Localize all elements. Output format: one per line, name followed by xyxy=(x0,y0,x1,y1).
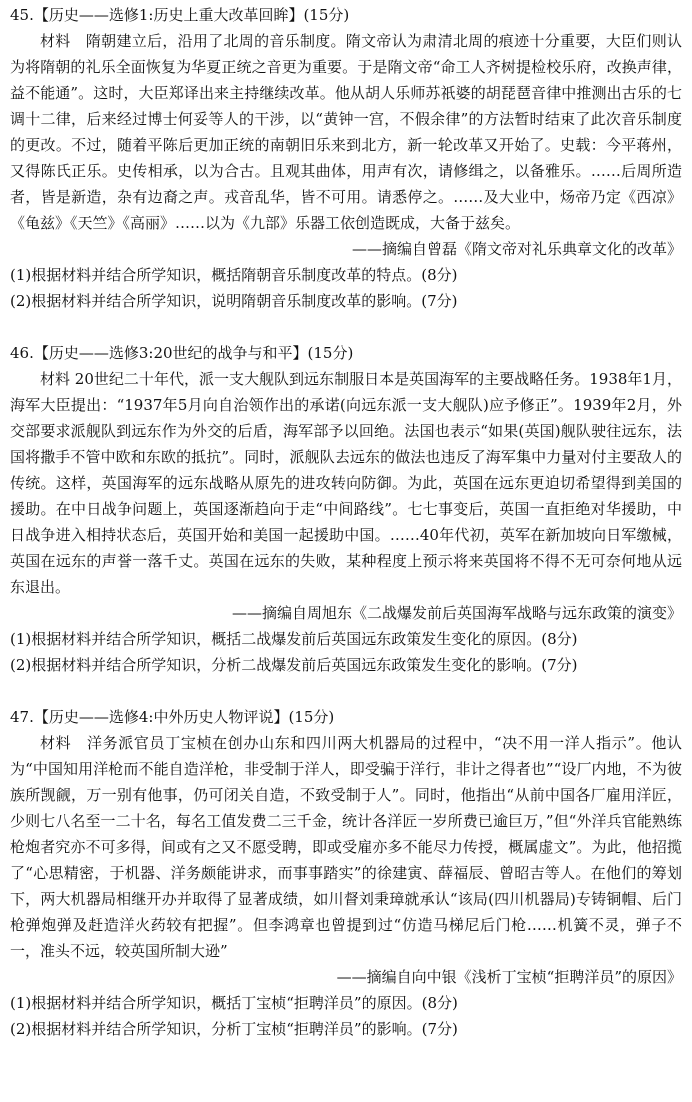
question-spacer xyxy=(10,314,682,340)
sub-question-1: (1)根据材料并结合所学知识，概括隋朝音乐制度改革的特点。(8分) xyxy=(10,266,458,284)
material-text: 材料 20世纪二十年代，派一支大舰队到远东制服日本是英国海军的主要战略任务。1938年1月，海军大臣提出：“1937年5月向自治领作出的承诺(向远东派一支大舰队)应予修正”。1939年2月，外交部要求派舰队到远东作为外交的后盾，海军部予以回绝。法国也表示“如果(英国)舰队驶往远东，法国将撒手不管中欧和东欧的抵抗”。同时，派舰队去远东的做法也违反了海军集中力量对付主要敌人的传统。这样，英国海军的远东战略从原先的进攻转向防御。为此，英国在远东更迫切希望得到美国的援助。在中日战争问题上，英国逐渐趋向于走“中间路线”。七七事变后，英国一直拒绝对华援助，中日战争进入相持状态后，英国开始和美国一起援助中国。……40年代初，英军在新加坡向日军缴械，英国在远东的声誉一落千丈。英国在远东的失败，某种程度上预示将来英国将不得不无可奈何地从远东退出。 xyxy=(10,370,682,596)
question-47 xyxy=(10,704,682,1042)
question-45 xyxy=(10,2,682,314)
sub-question-2: (2)根据材料并结合所学知识，说明隋朝音乐制度改革的影响。(7分) xyxy=(10,292,458,310)
question-title: 47.【历史——选修4:中外历史人物评说】(15分) xyxy=(10,708,335,726)
source-citation: ——摘编自曾磊《隋文帝对礼乐典章文化的改革》 xyxy=(351,240,682,258)
question-title: 46.【历史——选修3:20世纪的战争与和平】(15分) xyxy=(10,344,354,362)
sub-question-2: (2)根据材料并结合所学知识，分析丁宝桢“拒聘洋员”的影响。(7分) xyxy=(10,1020,458,1038)
material-text: 材料 隋朝建立后，沿用了北周的音乐制度。隋文帝认为肃清北周的痕迹十分重要，大臣们则认为将隋朝的礼乐全面恢复为华夏正统之音更为重要。于是隋文帝“命工人齐树提检校乐府，改换声律，益不能通”。这时，大臣郑译出来主持继续改革。他从胡人乐师苏祇婆的胡琵琶音律中推测出古乐的七调十二律，后来经过博士何妥等人的干涉，以“黄钟一宫，不假余律”的方法暂时结束了此次音乐制度的更改。不过，随着平陈后更加正统的南朝旧乐来到北方，新一轮改革又开始了。史载：今平蒋州，又得陈氏正乐。史传相承，以为合古。且观其曲体，用声有次，请修缉之，以备雅乐。……后周所造者，皆是新造，杂有边裔之声。戎音乱华，皆不可用。请悉停之。……及大业中，炀帝乃定《西凉》《龟兹》《天竺》《高丽》……以为《九部》乐器工依创造既成，大备于兹矣。 xyxy=(10,32,682,232)
question-46 xyxy=(10,340,682,678)
question-spacer xyxy=(10,678,682,704)
material-text: 材料 洋务派官员丁宝桢在创办山东和四川两大机器局的过程中，“决不用一洋人指示”。他认为“中国知用洋枪而不能自造洋枪，非受制于洋人，即受骗于洋行，非计之得者也”“设厂内地，不为彼族所觊觎，万一别有他事，仍可闭关自造，不致受制于人”。同时，他指出“从前中国各厂雇用洋匠，少则七八名至一二十名，每名工值发费二三千金，统计各洋匠一岁所费已逾巨万，”但“外洋兵官能熟练枪炮者究亦不可多得，间或有之又不愿受聘，即或受雇亦多不能尽力传授，概属虚文”。为此，他招揽了“心思精密，于机器、洋务颇能讲求，而事事踏实”的徐建寅、薛福辰、曾昭吉等人。在他们的筹划下，两大机器局相继开办并取得了显著成绩，如川督刘秉璋就承认“该局(四川机器局)专铸铜帽、后门枪弹炮弹及赶造洋火药较有把握”。但李鸿章也曾提到过“仿造马梯尼后门枪……机簧不灵，弹子不一，准头不远，较英国所制大逊” xyxy=(10,734,682,960)
sub-question-1: (1)根据材料并结合所学知识，概括二战爆发前后英国远东政策发生变化的原因。(8分) xyxy=(10,630,578,648)
source-citation: ——摘编自周旭东《二战爆发前后英国海军战略与远东政策的演变》 xyxy=(231,604,682,622)
source-citation: ——摘编自向中银《浅析丁宝桢“拒聘洋员”的原因》 xyxy=(336,968,682,986)
question-title: 45.【历史——选修1:历史上重大改革回眸】(15分) xyxy=(10,6,350,24)
sub-question-2: (2)根据材料并结合所学知识，分析二战爆发前后英国远东政策发生变化的影响。(7分) xyxy=(10,656,578,674)
sub-question-1: (1)根据材料并结合所学知识，概括丁宝桢“拒聘洋员”的原因。(8分) xyxy=(10,994,458,1012)
